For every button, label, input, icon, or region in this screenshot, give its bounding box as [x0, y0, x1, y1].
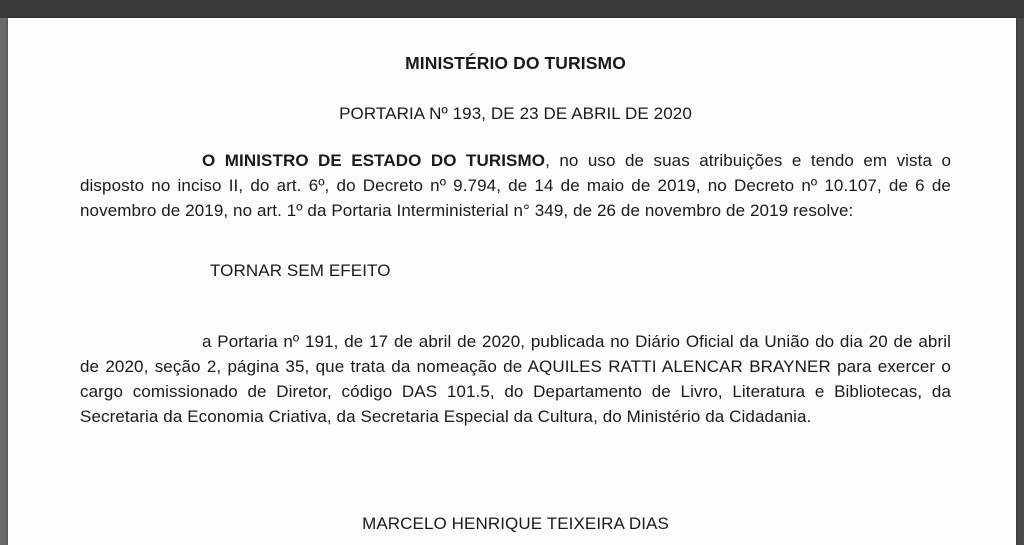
viewer-top-bar [0, 0, 1024, 18]
preamble-paragraph [80, 148, 951, 223]
preamble-text: , no uso de suas atribuições e tendo em vista o disposto no inciso II, do art. 6º, do Decreto nº 9.794, de 14 de maio de 2019, no Decreto nº 10.107, de 6 de novembro de 2019, no art. 1º da Portaria Interministerial n° 349, de 26 de novembro de 2019 resolve: [80, 151, 951, 220]
ministry-heading: MINISTÉRIO DO TURISMO [405, 53, 626, 73]
action-statement: TORNAR SEM EFEITO [210, 261, 391, 280]
body-paragraph: a Portaria nº 191, de 17 de abril de 2020, publicada no Diário Oficial da União do dia 20 de abril de 2020, seção 2, página 35, que trata da nomeação de AQUILES RATTI ALENCAR BRAYNER para exercer o cargo comissionado de Diretor, código DAS 101.5, do Departamento de Livro, Literatura e Bibliotecas, da Secretaria da Economia Criativa, da Secretaria Especial da Cultura, do Ministério da Cidadania. [80, 332, 951, 426]
ordinance-title: PORTARIA Nº 193, DE 23 DE ABRIL DE 2020 [339, 104, 692, 123]
viewer-left-margin [0, 18, 8, 545]
document-page [8, 18, 1016, 545]
signatory-name: MARCELO HENRIQUE TEIXEIRA DIAS [362, 514, 669, 533]
preamble-subject: O MINISTRO DE ESTADO DO TURISMO [202, 151, 546, 170]
viewer-right-margin [1016, 18, 1024, 545]
